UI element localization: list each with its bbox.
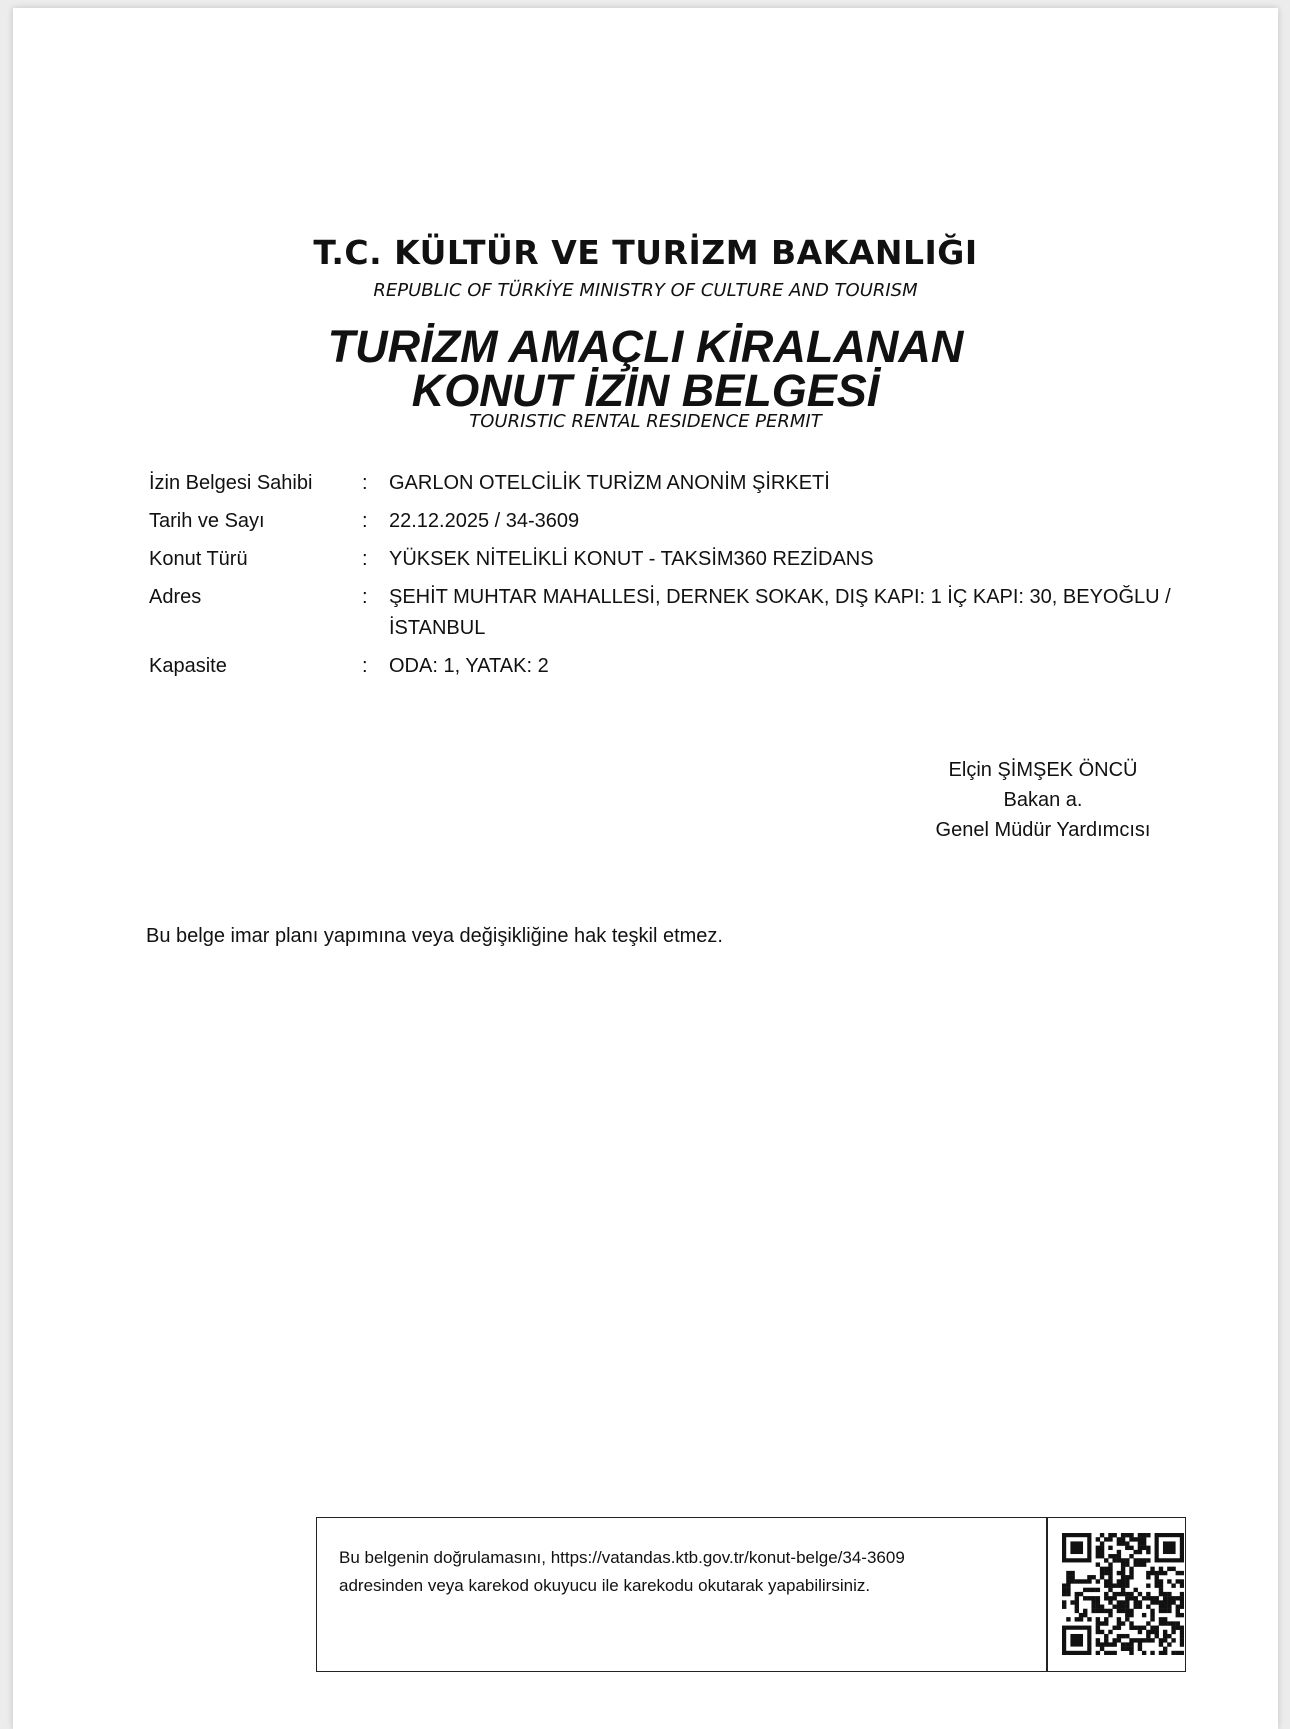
ministry-subtitle: REPUBLIC OF TÜRKİYE MINISTRY OF CULTURE AND TOURISM bbox=[373, 280, 918, 301]
verification-divider bbox=[1046, 1518, 1048, 1671]
signatory-name: Elçin ŞİMŞEK ÖNCÜ bbox=[948, 759, 1138, 781]
field-value: ŞEHİT MUHTAR MAHALLESİ, DERNEK SOKAK, DIŞ KAPI: 1 İÇ KAPI: 30, BEYOĞLU / İSTANBUL bbox=[389, 586, 1171, 639]
field-row-address bbox=[149, 582, 1209, 644]
permit-fields bbox=[149, 468, 1209, 689]
verification-line2: adresinden veya karekod okuyucu ile karekodu okutarak yapabilirsiniz. bbox=[339, 1576, 871, 1595]
field-label: Konut Türü bbox=[149, 548, 248, 570]
verification-text bbox=[339, 1544, 979, 1600]
field-colon: : bbox=[362, 655, 368, 677]
field-label: Adres bbox=[149, 586, 202, 608]
field-colon: : bbox=[362, 548, 368, 570]
field-row-holder bbox=[149, 468, 1209, 499]
signature-block bbox=[893, 755, 1193, 845]
permit-title-line2: KONUT İZİN BELGESİ bbox=[411, 365, 880, 416]
field-colon: : bbox=[362, 510, 368, 532]
signatory-on-behalf: Bakan a. bbox=[1003, 789, 1083, 811]
verification-line1[interactable]: Bu belgenin doğrulamasını, https://vatandas.ktb.gov.tr/konut-belge/34-3609 bbox=[339, 1548, 905, 1567]
qr-code-icon[interactable] bbox=[1062, 1533, 1184, 1655]
field-label: Tarih ve Sayı bbox=[149, 510, 265, 532]
signatory-title: Genel Müdür Yardımcısı bbox=[935, 819, 1151, 841]
field-row-residence-type bbox=[149, 544, 1209, 575]
field-value: YÜKSEK NİTELİKLİ KONUT - TAKSİM360 REZİDANS bbox=[389, 548, 874, 570]
field-row-date-number bbox=[149, 506, 1209, 537]
field-colon: : bbox=[362, 586, 368, 608]
document-page bbox=[13, 8, 1278, 1729]
ministry-title: T.C. KÜLTÜR VE TURİZM BAKANLIĞI bbox=[313, 233, 978, 272]
field-label: İzin Belgesi Sahibi bbox=[149, 472, 313, 494]
field-label: Kapasite bbox=[149, 655, 227, 677]
field-value: GARLON OTELCİLİK TURİZM ANONİM ŞİRKETİ bbox=[389, 472, 830, 494]
permit-subtitle: TOURISTIC RENTAL RESIDENCE PERMIT bbox=[469, 411, 822, 432]
field-value: ODA: 1, YATAK: 2 bbox=[389, 655, 549, 677]
field-value: 22.12.2025 / 34-3609 bbox=[389, 510, 580, 532]
permit-title-line1: TURİZM AMAÇLI KİRALANAN bbox=[327, 321, 964, 372]
verification-box bbox=[316, 1517, 1186, 1672]
field-row-capacity bbox=[149, 651, 1209, 682]
disclaimer-text: Bu belge imar planı yapımına veya değişikliğine hak teşkil etmez. bbox=[146, 925, 723, 947]
field-colon: : bbox=[362, 472, 368, 494]
